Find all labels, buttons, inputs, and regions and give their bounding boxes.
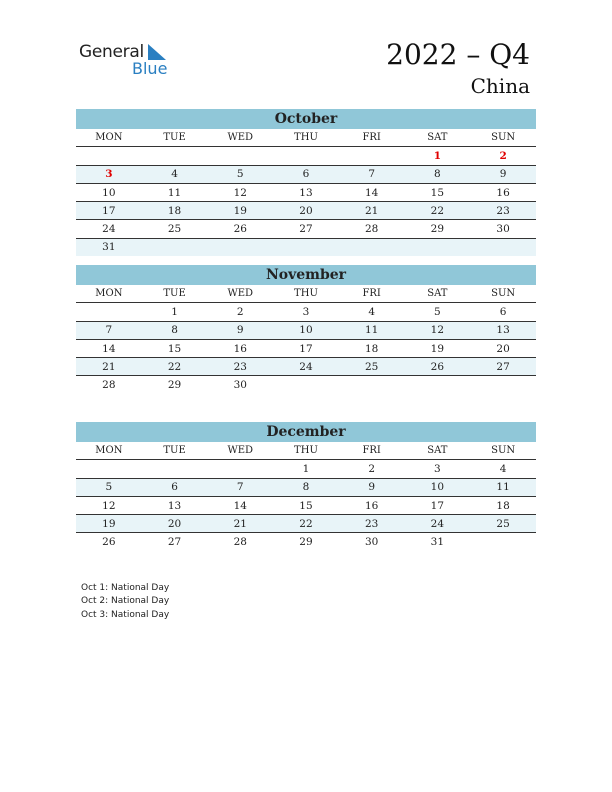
weekday-label: SAT	[405, 285, 471, 303]
weekday-label: WED	[207, 129, 273, 147]
holiday-notes	[81, 582, 169, 622]
empty-day-cell	[273, 147, 339, 165]
weekday-label: WED	[207, 285, 273, 303]
day-cell: 4	[470, 460, 536, 478]
day-cell: 18	[339, 339, 405, 357]
empty-day-cell	[76, 303, 142, 321]
day-cell: 19	[207, 202, 273, 220]
day-cell: 31	[430, 536, 445, 549]
day-cell: 27	[470, 358, 536, 376]
day-cell: 18	[470, 496, 536, 514]
day-cell: 11	[470, 478, 536, 496]
day-cell: 22	[142, 358, 208, 376]
page-title: 2022 – Q4	[386, 38, 530, 71]
country-name: China	[470, 74, 530, 98]
empty-day-cell	[405, 376, 471, 394]
day-cell: 25	[142, 220, 208, 238]
week-row	[76, 165, 536, 183]
day-cell: 8	[405, 165, 471, 183]
day-cell: 14	[207, 496, 273, 514]
month-october	[76, 109, 536, 256]
day-cell: 23	[339, 515, 405, 533]
empty-day-cell	[339, 376, 405, 394]
empty-day-cell	[273, 376, 339, 394]
day-cell: 29	[167, 379, 182, 392]
day-cell: 4	[142, 165, 208, 183]
day-cell: 22	[273, 515, 339, 533]
day-cell: 11	[339, 321, 405, 339]
week-row	[76, 478, 536, 496]
day-cell: 19	[76, 515, 142, 533]
day-cell: 12	[76, 496, 142, 514]
weekday-header-row	[76, 285, 536, 303]
weekday-header-row	[76, 129, 536, 147]
day-cell: 20	[273, 202, 339, 220]
empty-day-cell	[405, 238, 471, 256]
day-cell: 21	[76, 358, 142, 376]
weekday-label: FRI	[339, 285, 405, 303]
day-cell: 26	[405, 358, 471, 376]
day-cell: 31	[76, 238, 142, 256]
day-cell: 30	[470, 220, 536, 238]
day-cell: 27	[273, 220, 339, 238]
day-cell: 9	[470, 165, 536, 183]
month-grid	[76, 285, 536, 394]
week-row	[76, 460, 536, 478]
day-cell: 13	[470, 321, 536, 339]
empty-day-cell	[339, 238, 405, 256]
day-cell: 12	[207, 183, 273, 201]
generalblue-logo	[79, 40, 189, 80]
empty-day-cell	[76, 147, 142, 165]
day-cell: 26	[207, 220, 273, 238]
day-cell: 10	[405, 478, 471, 496]
day-cell: 11	[142, 183, 208, 201]
day-cell: 22	[405, 202, 471, 220]
day-cell: 17	[76, 202, 142, 220]
day-cell: 9	[207, 321, 273, 339]
month-title: October	[76, 109, 536, 129]
day-cell: 20	[142, 515, 208, 533]
weekday-label: THU	[273, 129, 339, 147]
week-row	[76, 183, 536, 201]
empty-day-cell	[76, 460, 142, 478]
empty-day-cell	[207, 147, 273, 165]
weekday-header-row	[76, 442, 536, 460]
weekday-label: FRI	[339, 442, 405, 460]
day-cell: 10	[273, 321, 339, 339]
weekday-label: WED	[207, 442, 273, 460]
day-cell: 2	[207, 303, 273, 321]
empty-day-cell	[273, 238, 339, 256]
day-cell: 2	[470, 147, 536, 165]
day-cell: 15	[273, 496, 339, 514]
day-cell: 1	[405, 147, 471, 165]
day-cell: 6	[273, 165, 339, 183]
weekday-label: SUN	[470, 285, 536, 303]
day-cell: 29	[299, 536, 313, 549]
day-cell: 23	[470, 202, 536, 220]
month-title: December	[76, 422, 536, 442]
empty-day-cell	[207, 238, 273, 256]
day-cell: 26	[102, 536, 116, 549]
day-cell: 23	[207, 358, 273, 376]
note-item: Oct 3: National Day	[81, 609, 170, 620]
day-cell: 2	[339, 460, 405, 478]
day-cell: 12	[405, 321, 471, 339]
week-row	[76, 496, 536, 514]
day-cell: 5	[207, 165, 273, 183]
week-row	[76, 202, 536, 220]
day-cell: 1	[273, 460, 339, 478]
week-row	[76, 238, 536, 256]
empty-day-cell	[470, 238, 536, 256]
day-cell: 15	[142, 339, 208, 357]
week-row	[76, 339, 536, 357]
week-row	[76, 515, 536, 533]
day-cell: 4	[339, 303, 405, 321]
day-cell: 30	[364, 536, 379, 549]
day-cell: 28	[233, 536, 247, 549]
month-november	[76, 265, 536, 394]
day-cell: 27	[167, 536, 182, 549]
weekday-label: SUN	[470, 442, 536, 460]
day-cell: 24	[76, 220, 142, 238]
weekday-label: MON	[76, 442, 142, 460]
logo-text-general: General	[79, 42, 144, 62]
empty-day-cell	[470, 376, 536, 394]
day-cell: 8	[142, 321, 208, 339]
day-cell: 8	[273, 478, 339, 496]
day-cell: 21	[207, 515, 273, 533]
empty-day-cell	[339, 147, 405, 165]
day-cell: 10	[76, 183, 142, 201]
day-cell: 16	[207, 339, 273, 357]
week-row	[76, 147, 536, 165]
week-row	[76, 303, 536, 321]
weekday-label: SAT	[405, 129, 471, 147]
day-cell: 28	[102, 379, 116, 392]
day-cell: 17	[405, 496, 471, 514]
day-cell: 13	[142, 496, 208, 514]
day-cell: 14	[76, 339, 142, 357]
day-cell: 1	[142, 303, 208, 321]
weekday-label: SUN	[470, 129, 536, 147]
day-cell: 15	[405, 183, 471, 201]
weekday-label: THU	[273, 442, 339, 460]
weekday-label: MON	[76, 285, 142, 303]
day-cell: 18	[142, 202, 208, 220]
day-cell: 28	[339, 220, 405, 238]
logo-triangle-icon	[148, 44, 166, 60]
day-cell: 7	[339, 165, 405, 183]
day-cell: 29	[405, 220, 471, 238]
month-december	[76, 422, 536, 551]
note-item: Oct 2: National Day	[81, 596, 170, 607]
day-cell: 25	[470, 515, 536, 533]
day-cell: 3	[405, 460, 471, 478]
day-cell: 6	[470, 303, 536, 321]
day-cell: 24	[273, 358, 339, 376]
week-row	[76, 533, 536, 551]
weekday-label: TUE	[142, 129, 208, 147]
month-grid	[76, 442, 536, 551]
day-cell: 19	[405, 339, 471, 357]
day-cell: 7	[207, 478, 273, 496]
empty-day-cell	[207, 460, 273, 478]
day-cell: 25	[339, 358, 405, 376]
day-cell: 13	[273, 183, 339, 201]
day-cell: 3	[76, 165, 142, 183]
day-cell: 7	[76, 321, 142, 339]
day-cell: 3	[273, 303, 339, 321]
weekday-label: TUE	[142, 442, 208, 460]
weekday-label: FRI	[339, 129, 405, 147]
weekday-label: MON	[76, 129, 142, 147]
day-cell: 6	[142, 478, 208, 496]
week-row	[76, 376, 536, 394]
day-cell: 17	[273, 339, 339, 357]
empty-day-cell	[142, 147, 208, 165]
day-cell: 24	[405, 515, 471, 533]
weekday-label: SAT	[405, 442, 471, 460]
logo-text-blue: Blue	[132, 59, 168, 78]
month-title: November	[76, 265, 536, 285]
weekday-label: THU	[273, 285, 339, 303]
week-row	[76, 321, 536, 339]
weekday-label: TUE	[142, 285, 208, 303]
day-cell: 30	[233, 379, 247, 392]
week-row	[76, 358, 536, 376]
day-cell: 5	[405, 303, 471, 321]
empty-day-cell	[470, 533, 536, 551]
day-cell: 20	[470, 339, 536, 357]
empty-day-cell	[142, 238, 208, 256]
day-cell: 9	[339, 478, 405, 496]
week-row	[76, 220, 536, 238]
day-cell: 14	[339, 183, 405, 201]
month-grid	[76, 129, 536, 256]
day-cell: 21	[339, 202, 405, 220]
day-cell: 16	[470, 183, 536, 201]
empty-day-cell	[142, 460, 208, 478]
day-cell: 16	[339, 496, 405, 514]
day-cell: 5	[76, 478, 142, 496]
note-item: Oct 1: National Day	[81, 583, 170, 593]
